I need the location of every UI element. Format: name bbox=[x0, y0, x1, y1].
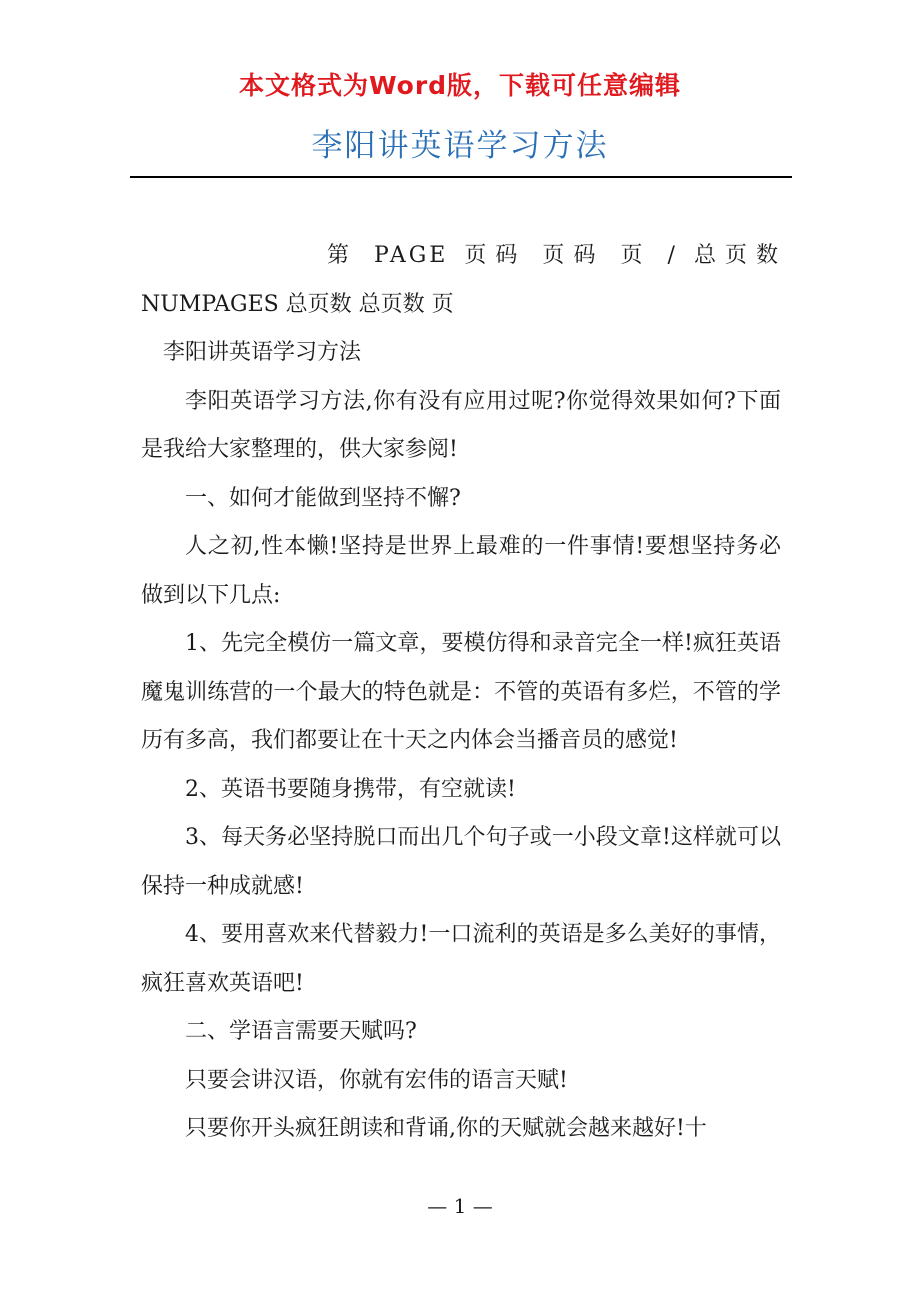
list-item-2: 2、英语书要随身携带，有空就读! bbox=[185, 776, 516, 802]
paragraph: 人之初,性本懒!坚持是世界上最难的一件事情!要想坚持务必做到以下几点: bbox=[141, 534, 781, 608]
page-field-code-line: 第 PAGE 页码 页码 页 / 总页数 bbox=[327, 243, 781, 268]
paragraph: 只要会讲汉语，你就有宏伟的语言天赋! bbox=[185, 1067, 568, 1093]
document-body bbox=[141, 232, 781, 1154]
page-number: — 1 — bbox=[427, 1194, 493, 1218]
list-item-4: 4、要用喜欢来代替毅力!一口流利的英语是多么美好的事情，疯狂喜欢英语吧! bbox=[141, 922, 781, 996]
list-item-1: 1、先完全模仿一篇文章，要模仿得和录音完全一样!疯狂英语魔鬼训练营的一个最大的特色就是：不管的英语有多烂，不管的学历有多高，我们都要让在十天之内体会当播音员的感觉! bbox=[141, 631, 781, 753]
paragraph: 只要你开头疯狂朗读和背诵,你的天赋就会越来越好!十 bbox=[185, 1116, 707, 1141]
format-notice: 本文格式为Word版，下载可任意编辑 bbox=[238, 71, 682, 100]
numpages-field-code-line: NUMPAGES 总页数 总页数 页 bbox=[141, 291, 454, 317]
document-title: 李阳讲英语学习方法 bbox=[311, 128, 609, 164]
paragraph-intro: 李阳英语学习方法,你有没有应用过呢?你觉得效果如何?下面是我给大家整理的，供大家参阅! bbox=[141, 388, 781, 462]
list-item-3: 3、每天务必坚持脱口而出几个句子或一小段文章!这样就可以保持一种成就感! bbox=[141, 825, 781, 899]
body-subtitle: 李阳讲英语学习方法 bbox=[163, 340, 362, 365]
section-heading-2: 二、学语言需要天赋吗? bbox=[185, 1019, 417, 1044]
section-heading-1: 一、如何才能做到坚持不懈? bbox=[185, 485, 461, 511]
title-divider bbox=[130, 176, 792, 178]
